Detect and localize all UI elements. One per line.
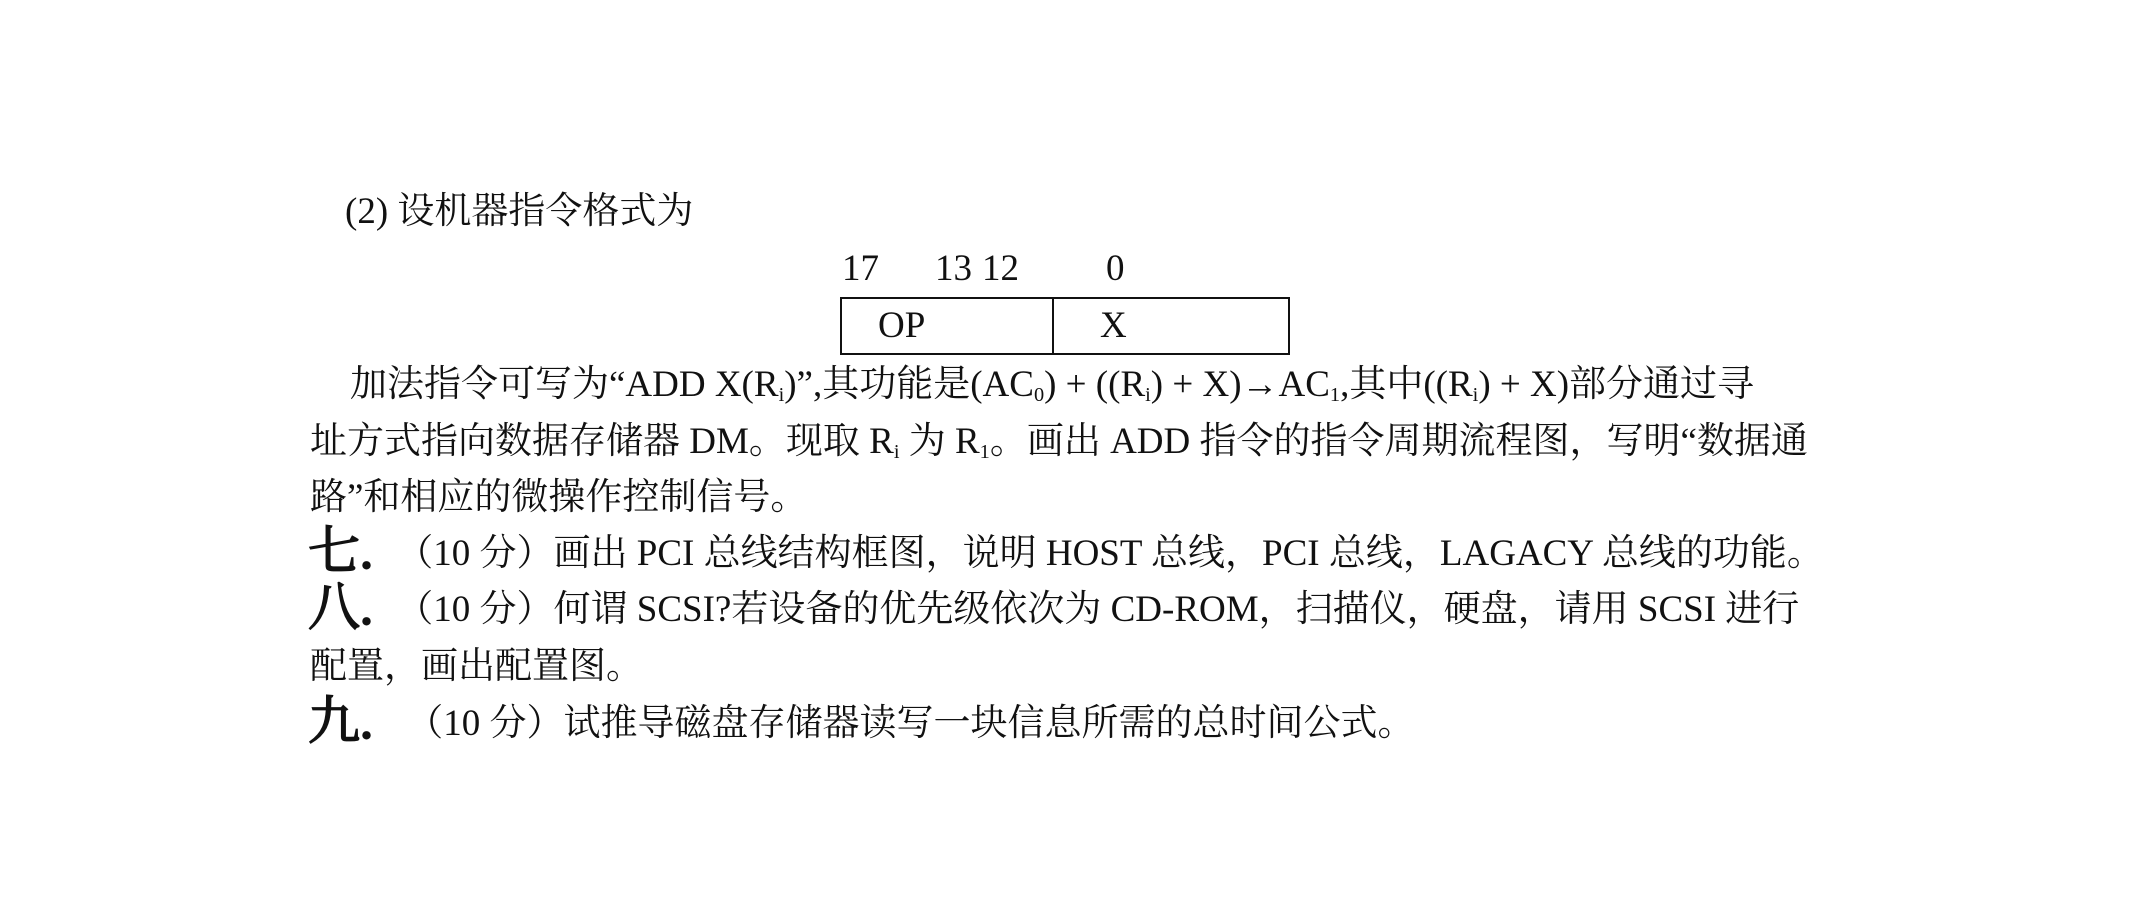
para-text: 加法指令可写为“ADD X(R	[350, 364, 779, 405]
para-subscript: 0	[1033, 384, 1045, 407]
question-number: 九.	[308, 694, 374, 751]
para-subscript: 1	[979, 441, 990, 464]
para-text: ) + ((R	[1044, 364, 1146, 405]
para-subscript: i	[778, 384, 785, 407]
para-text: )”,其功能是(AC	[784, 364, 1034, 405]
question-text: 配置，画出配置图。	[310, 646, 643, 687]
bit-label-0: 0	[1106, 248, 1125, 289]
bit-label-12: 12	[982, 248, 1019, 289]
paragraph-line-1	[350, 362, 1754, 408]
op-field	[842, 299, 1054, 353]
para-subscript: 1	[1329, 384, 1341, 407]
para-subscript: i	[1472, 384, 1479, 407]
question-8-continuation	[310, 644, 643, 690]
instruction-format-box	[840, 297, 1290, 355]
question-text: （10 分）试推导磁盘存储器读写一块信息所需的总时间公式。	[406, 703, 1415, 744]
para-text: ) + X)部分通过寻	[1478, 364, 1755, 405]
question-number: 七.	[308, 524, 374, 581]
para-text: 为 R	[899, 421, 980, 462]
bit-label-17: 17	[842, 248, 879, 289]
sub-question-label: (2)	[345, 191, 389, 232]
question-number: 八.	[308, 580, 374, 637]
question-8	[308, 580, 1800, 637]
x-field	[1054, 299, 1288, 353]
x-field-label: X	[1100, 305, 1127, 346]
sub-question-heading	[345, 189, 693, 235]
para-text: 路”和相应的微操作控制信号。	[310, 477, 808, 518]
question-7	[308, 524, 1824, 581]
paragraph-line-3	[310, 475, 807, 521]
bit-labels	[0, 246, 2149, 292]
paragraph-line-2	[310, 419, 1808, 465]
sub-question-text: 设机器指令格式为	[397, 191, 694, 232]
bit-label-13: 13	[935, 248, 972, 289]
para-text: 址方式指向数据存储器 DM。现取 R	[310, 421, 894, 462]
question-text: （10 分）画出 PCI 总线结构框图，说明 HOST 总线，PCI 总线，LAGACY 总线的功能。	[396, 533, 1824, 574]
para-subscript: i	[893, 441, 900, 464]
question-text: （10 分）何谓 SCSI?若设备的优先级依次为 CD-ROM，扫描仪，硬盘，请用 SCSI 进行	[396, 589, 1800, 630]
para-text: ,其中((R	[1340, 364, 1473, 405]
op-field-label: OP	[878, 305, 926, 346]
para-text: 。画出 ADD 指令的指令周期流程图，写明“数据通	[989, 421, 1808, 462]
para-text: ) + X)→AC	[1150, 364, 1330, 405]
para-subscript: i	[1145, 384, 1151, 407]
question-9	[308, 694, 1415, 751]
